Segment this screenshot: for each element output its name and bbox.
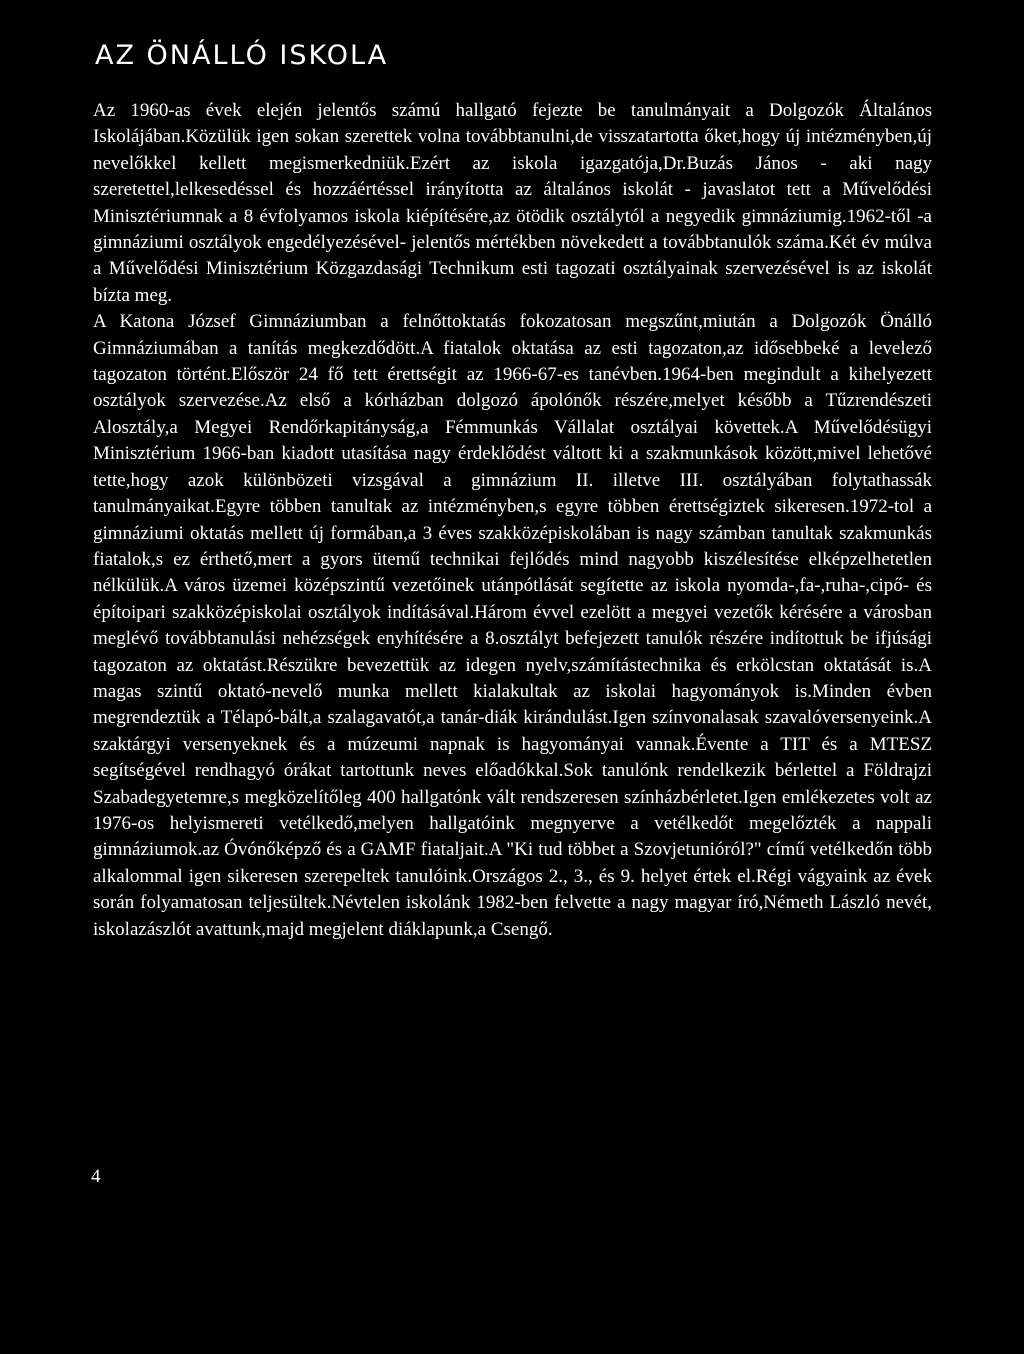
paragraph-2: A Katona József Gimnáziumban a felnőttoktatás fokozatosan megszűnt,miután a Dolgozók Önálló Gimnáziumában a tanítás megkezdődött.A fiatalok oktatása az esti tagozaton,az idősebbeké a levelező tagozaton történt.Először 24 fő tett érettségit az 1966-67-es tanévben.1964-ben megindult a kihelyezett osztályok szervezése.Az első a kórházban dolgozó ápolónők részére,melyet később a Tűzrendészeti Alosztály,a Megyei Rendőrkapitányság,a Fémmunkás Vállalat osztályai követtek.A Művelődésügyi Minisztérium 1966-ban kiadott utasítása nagy érdeklődést váltott ki a szakmunkások között,mivel lehetővé tette,hogy azok különbözeti vizsgával a gimnázium II. illetve III. osztályában folytathassák tanulmányaikat.Egyre többen tanultak az intézményben,s egyre többen érettségiztek sikeresen.1972-tol a gimnáziumi oktatás mellett új formában,a 3 éves szakközépiskolában is nagy számban tanultak szakmunkás fiatalok,s ez érthető,mert a gyors ütemű technikai fejlődés mind nagyobb kiszélesítése elképzelhetetlen nélkülük.A város üzemei középszintű vezetőinek utánpótlását segítette az iskola nyomda-,fa-,ruha-,cipő- és építoipari szakközépiskolai osztályok indításával.Három évvel ezelött a megyei vezetők kérésére a városban meglévő továbbtanulási nehézségek enyhítésére a 8.osztályt befejezett tanulók részére indítottuk be ifjúsági tagozaton az oktatást.Részükre bevezettük az idegen nyelv,számítástechnika és erkölcstan oktatását is.A magas szintű oktató-nevelő munka mellett kialakultak az iskolai hagyományok is.Minden évben megrendeztük a Télapó-bált,a szalagavatót,a tanár-diák kirándulást.Igen színvonalasak szavalóversenyeink.A szaktárgyi versenyeknek és a múzeumi napnak is hagyományai vannak.Évente a TIT és a MTESZ segítségével rendhagyó órákat tartottunk neves előadókkal.Sok tanulónk rendelkezik bérlettel a Földrajzi Szabadegyetemre,s megközelítőleg 400 hallgatónk vált rendszeresen színházbérletet.Igen emlékezetes volt az 1976-os helyismereti vetélkedő,melyen hallgatóink megnyerve a vetélkedőt megelőzték a nappali gimnáziumok.az Óvónőképző és a GAMF fiataljait.A "Ki tud többet a Szovjetunióról?" című vetélkedőn több alkalommal igen sikeresen szerepeltek tanulóink.Országos 2., 3., és 9. helyet értek el.Régi vágyaink az évek során folyamatosan teljesültek.Névtelen iskolánk 1982-ben felvette a nagy magyar író,Németh László nevét, iskolazászlót avattunk,majd megjelent diáklapunk,a Csengő. [93,311,932,940]
page-title: AZ ÖNÁLLÓ ISKOLA [95,40,389,71]
body-text [93,98,932,943]
paragraph-1: Az 1960-as évek elején jelentős számú hallgató fejezte be tanulmányait a Dolgozók Általános Iskolájában.Közülük igen sokan szerettek volna továbbtanulni,de visszatartotta őket,hogy új intézményben,új nevelőkkel kellett megismerkedniük.Ezért az iskola igazgatója,Dr.Buzás János - aki nagy szeretettel,lelkesedéssel és hozzáértéssel irányította az általános iskolát - javaslatot tett a Művelődési Minisztériumnak a 8 évfolyamos iskola kiépítésére,az ötödik osztálytól a negyedik gimnáziumig.1962-től -a gimnáziumi osztályok engedélyezésével- jelentős mértékben növekedett a továbbtanulók száma.Két év múlva a Művelődési Minisztérium Közgazdasági Technikum esti tagozati osztályainak szervezésével is az iskolát bízta meg. [93,100,932,306]
page-number: 4 [91,1166,101,1187]
